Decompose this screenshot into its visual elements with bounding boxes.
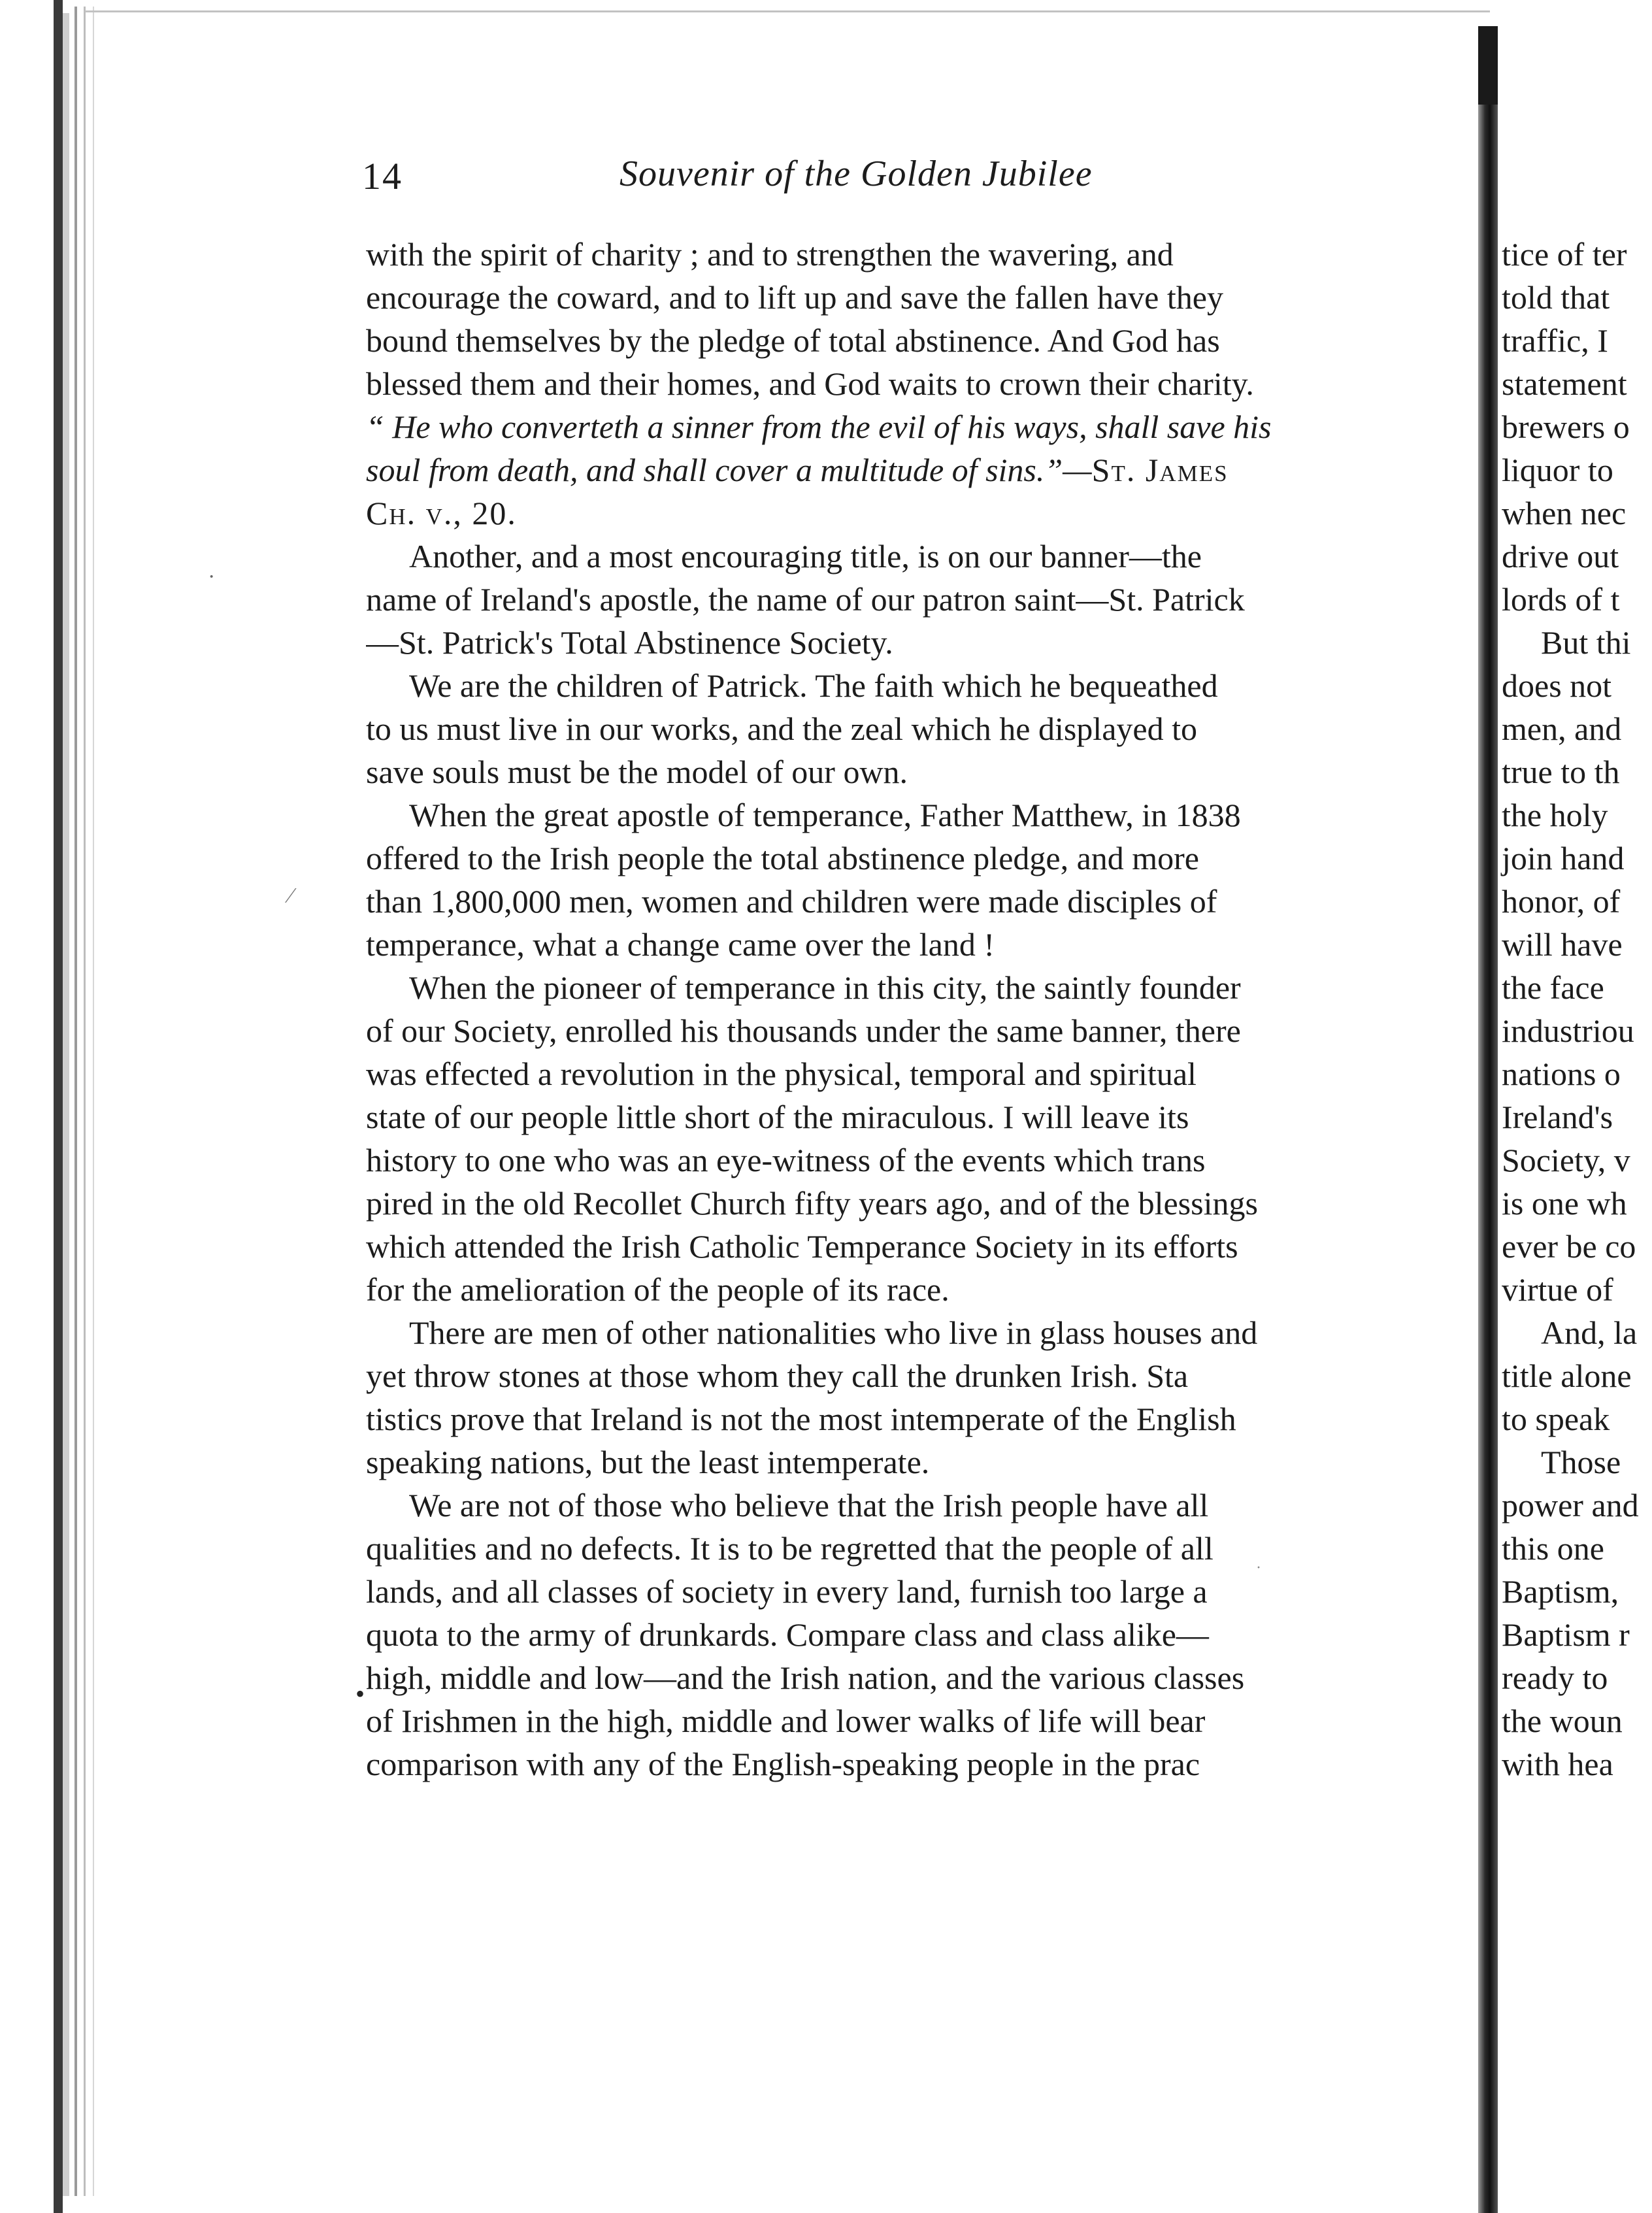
text-line: tistics prove that Ireland is not the most intemperate of the English [366,1401,1236,1437]
facing-line: true to th [1502,754,1620,790]
text-line: of Irishmen in the high, middle and lower walks of life will bear [366,1703,1206,1739]
facing-line: Baptism, [1502,1573,1619,1610]
facing-line: statement [1502,365,1627,402]
text-line: of our Society, enrolled his thousands under the same banner, there [366,1012,1241,1049]
facing-line: this one [1502,1530,1604,1567]
book-gutter [1478,26,1498,2213]
body-text [366,234,1477,1933]
text-line: was effected a revolution in the physical, temporal and spiritual [366,1056,1197,1092]
quotation-line [366,450,1229,490]
page-edge-line [84,7,86,2196]
page-top-edge [85,10,1490,12]
text-line: comparison with any of the English-speaking people in the prac [366,1746,1200,1782]
facing-line: liquor to [1502,452,1613,488]
facing-line: does not [1502,667,1612,704]
facing-line: lords of t [1502,581,1620,618]
facing-line: industriou [1502,1012,1634,1049]
facing-line: ready to [1502,1659,1608,1696]
facing-line: to speak [1502,1401,1610,1437]
text-line: for the amelioration of the people of its race. [366,1271,950,1308]
facing-line: drive out [1502,538,1619,574]
facing-line: traffic, I [1502,322,1608,359]
facing-line: And, la [1541,1314,1638,1351]
facing-line: power and [1502,1487,1639,1523]
facing-line: tice of ter [1502,236,1627,273]
facing-line: the woun [1502,1703,1623,1739]
page-edge-line [93,7,94,2196]
facing-line: title alone [1502,1357,1632,1394]
facing-line: nations o [1502,1056,1621,1092]
quotation-text: soul from death, and shall cover a multitude of sins.”— [366,452,1092,488]
facing-line: when nec [1502,495,1627,531]
facing-line: men, and [1502,710,1622,747]
facing-line: the holy [1502,797,1608,833]
text-line: with the spirit of charity ; and to strengthen the wavering, and [366,236,1174,273]
text-line: qualities and no defects. It is to be regretted that the people of all [366,1530,1214,1567]
facing-line: brewers o [1502,408,1630,445]
facing-line: Ireland's [1502,1099,1613,1135]
text-line: blessed them and their homes, and God waits to crown their charity. [366,365,1254,402]
facing-line: ever be co [1502,1228,1636,1265]
facing-line: virtue of [1502,1271,1613,1308]
text-line: to us must live in our works, and the zeal which he displayed to [366,710,1197,747]
text-line: temperance, what a change came over the land ! [366,926,995,963]
text-line: bound themselves by the pledge of total abstinence. And God has [366,322,1220,359]
text-line: encourage the coward, and to lift up and save the fallen have they [366,279,1223,316]
text-line: which attended the Irish Catholic Temperance Society in its efforts [366,1228,1238,1265]
citation-chapter: Ch. v., 20. [366,495,517,531]
page-edge-line [74,7,77,2196]
text-line: speaking nations, but the least intemperate. [366,1444,930,1480]
facing-line: But thi [1541,624,1631,661]
text-line: When the great apostle of temperance, Father Matthew, in 1838 [409,797,1241,833]
scan-edge-shade [63,13,69,2196]
quotation-line: “ He who converteth a sinner from the evil of his ways, shall save his [366,408,1272,445]
text-line: We are not of those who believe that the Irish people have all [409,1487,1209,1523]
text-line: There are men of other nationalities who live in glass houses and [409,1314,1258,1351]
text-line: We are the children of Patrick. The faith which he bequeathed [409,667,1218,704]
text-line: offered to the Irish people the total abstinence pledge, and more [366,840,1199,876]
text-line: quota to the army of drunkards. Compare class and class alike— [366,1616,1209,1653]
text-line: Another, and a most encouraging title, is on our banner—the [409,538,1202,574]
facing-line: with hea [1502,1746,1613,1782]
margin-speck: ⁄ [289,884,293,908]
text-line: pired in the old Recollet Church fifty years ago, and of the blessings [366,1185,1258,1222]
facing-line: is one wh [1502,1185,1627,1222]
text-line: history to one who was an eye-witness of the events which trans [366,1142,1206,1178]
margin-speck: · [208,565,216,589]
margin-speck: • [355,1679,365,1708]
running-title: Souvenir of the Golden Jubilee [620,154,1093,194]
facing-line: join hand [1502,840,1625,876]
text-line: than 1,800,000 men, women and children were made disciples of [366,883,1217,920]
facing-line: Those [1541,1444,1621,1480]
facing-line: told that [1502,279,1610,316]
page-number: 14 [362,155,403,197]
facing-line: honor, of [1502,883,1621,920]
facing-line: Society, v [1502,1142,1630,1178]
facing-line: the face [1502,969,1604,1006]
text-line: state of our people little short of the miraculous. I will leave its [366,1099,1189,1135]
text-line: save souls must be the model of our own. [366,754,908,790]
scan-edge [54,0,63,2213]
text-line: high, middle and low—and the Irish nation, and the various classes [366,1659,1245,1696]
margin-speck: · [1256,1559,1261,1576]
text-line: lands, and all classes of society in every land, furnish too large a [366,1573,1208,1610]
text-line: name of Ireland's apostle, the name of our patron saint—St. Patrick [366,581,1245,618]
citation: St. James [1091,452,1229,488]
text-line: When the pioneer of temperance in this city, the saintly founder [409,969,1241,1006]
text-line: —St. Patrick's Total Abstinence Society. [366,624,893,661]
book-gutter-top [1478,26,1498,105]
text-line: yet throw stones at those whom they call the drunken Irish. Sta [366,1357,1189,1394]
facing-line: will have [1502,926,1623,963]
facing-line: Baptism r [1502,1616,1630,1653]
facing-page-text [1498,234,1652,1933]
